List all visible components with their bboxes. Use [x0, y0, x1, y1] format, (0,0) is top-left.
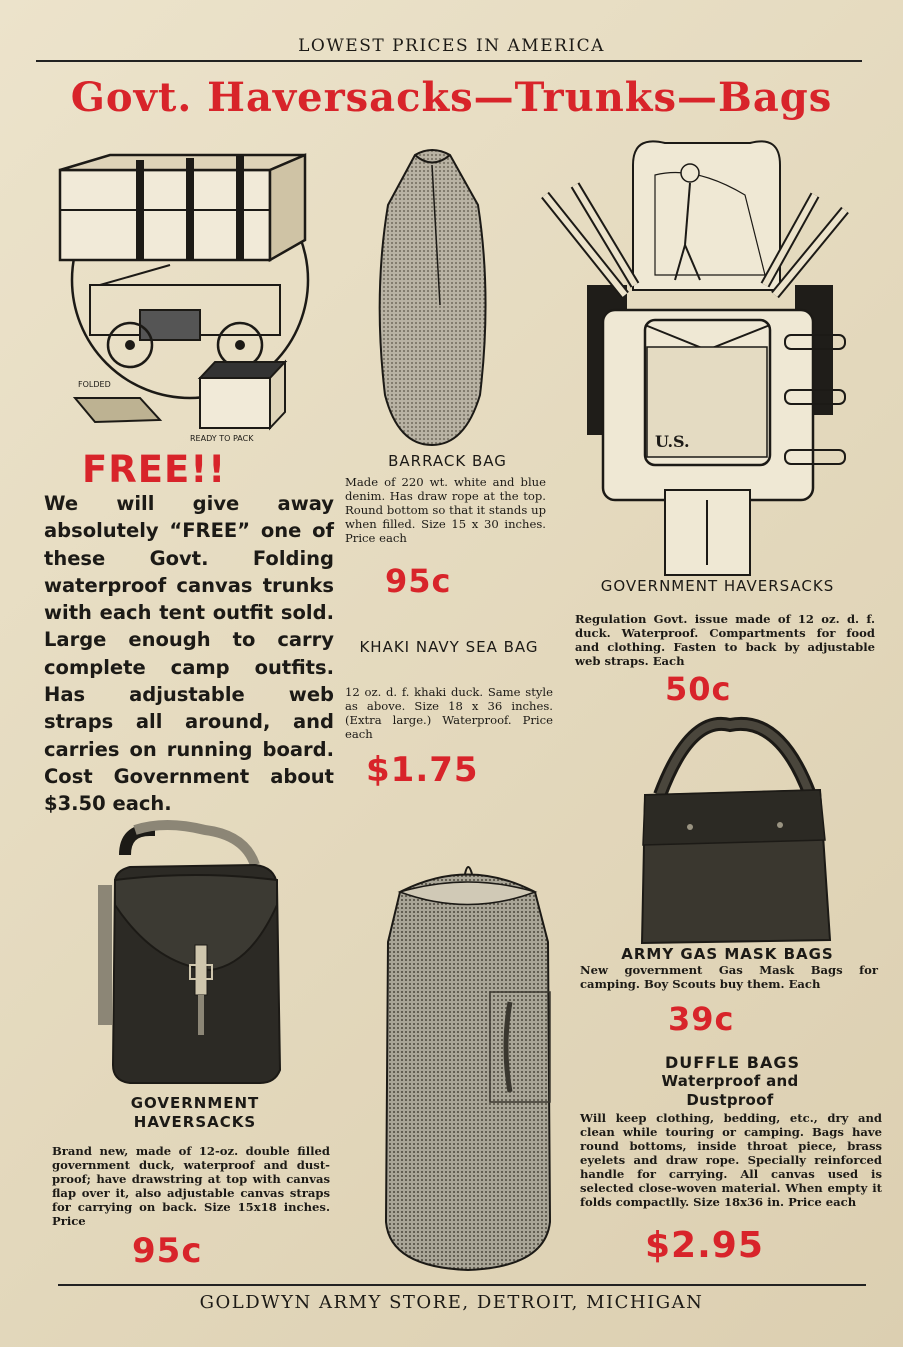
label-folded: FOLDED — [78, 380, 111, 389]
gov-haversacks-right-name: GOVERNMENT HAVERSACKS — [600, 577, 835, 595]
duffle-bags-price: $2.95 — [645, 1225, 764, 1266]
gas-mask-bags-description: New government Gas Mask Bags for camping. Boy Scouts buy them. Each — [580, 963, 878, 991]
label-ready-to-pack: READY TO PACK — [190, 434, 254, 443]
gov-haversacks-right-description: Regulation Govt. issue made of 12 oz. d. f. duck. Waterproof. Compartments for food and clothing. Fasten to back by adjustable web straps. Each — [575, 612, 875, 668]
folding-trunk-illustration — [50, 150, 350, 446]
gov-haversacks-left-name: GOVERNMENT HAVERSACKS — [130, 1094, 260, 1131]
top-banner: LOWEST PRICES IN AMERICA — [298, 36, 605, 56]
free-offer-text: We will give away absolutely “FREE” one of these Govt. Folding waterproof canvas trunks with each tent outfit sold. Large enough to carry complete camp outfits. Has adjustable web straps all around, and carries on running board. Cost Government about $3.50 each. — [44, 492, 334, 816]
footer-store-name: GOLDWYN ARMY STORE, DETROIT, MICHIGAN — [199, 1292, 704, 1313]
footer-rule — [58, 1284, 866, 1286]
gov-haversacks-right-price: 50c — [665, 670, 732, 708]
khaki-sea-bag-description: 12 oz. d. f. khaki duck. Same style as above. Size 18 x 36 inches. (Extra large.) Waterproof. Price each — [345, 685, 553, 741]
government-haversack-illustration — [515, 135, 875, 575]
khaki-sea-bag-name: KHAKI NAVY SEA BAG — [359, 638, 539, 656]
header-rule — [36, 60, 862, 62]
gas-mask-bags-name: ARMY GAS MASK BAGS — [621, 945, 834, 963]
khaki-sea-bag-price: $1.75 — [366, 750, 479, 790]
gov-haversacks-left-description: Brand new, made of 12-oz. double filled government duck, waterproof and dust-proof; have drawstring at top with canvas flap over it, also adjustable canvas straps for carrying on back. Size 15x18 inches. Price — [52, 1144, 330, 1228]
barrack-bag-illustration — [370, 145, 495, 445]
barrack-bag-description: Made of 220 wt. white and blue denim. Has draw rope at the top. Round bottom so that it stands up when filled. Size 15 x 30 inches. Price each — [345, 475, 546, 545]
duffle-bags-description: Will keep clothing, bedding, etc., dry and clean while touring or camping. Bags have round bottoms, inside throat piece, brass eyelets and draw rope. Specially reinforced handle for carrying. All canvas used is selected close-woven material. When empty it folds compactlly. Size 18x36 in. Price each — [580, 1111, 882, 1209]
us-stamp: U.S. — [655, 432, 690, 451]
free-offer-title: FREE!! — [82, 448, 227, 491]
gov-haversacks-left-price: 95c — [132, 1231, 203, 1271]
barrack-bag-name: BARRACK BAG — [388, 452, 507, 470]
page-title: Govt. Haversacks—Trunks—Bags — [70, 74, 833, 121]
duffle-bags-subtitle: Waterproof and Dustproof — [661, 1072, 799, 1109]
barrack-bag-price: 95c — [385, 562, 452, 600]
duffle-bags-name: DUFFLE BAGS — [664, 1053, 801, 1072]
gas-mask-bag-illustration — [630, 715, 840, 945]
government-haversack-backpack-illustration — [95, 825, 295, 1085]
duffle-bag-illustration — [380, 862, 555, 1272]
gas-mask-bags-price: 39c — [668, 1000, 735, 1038]
